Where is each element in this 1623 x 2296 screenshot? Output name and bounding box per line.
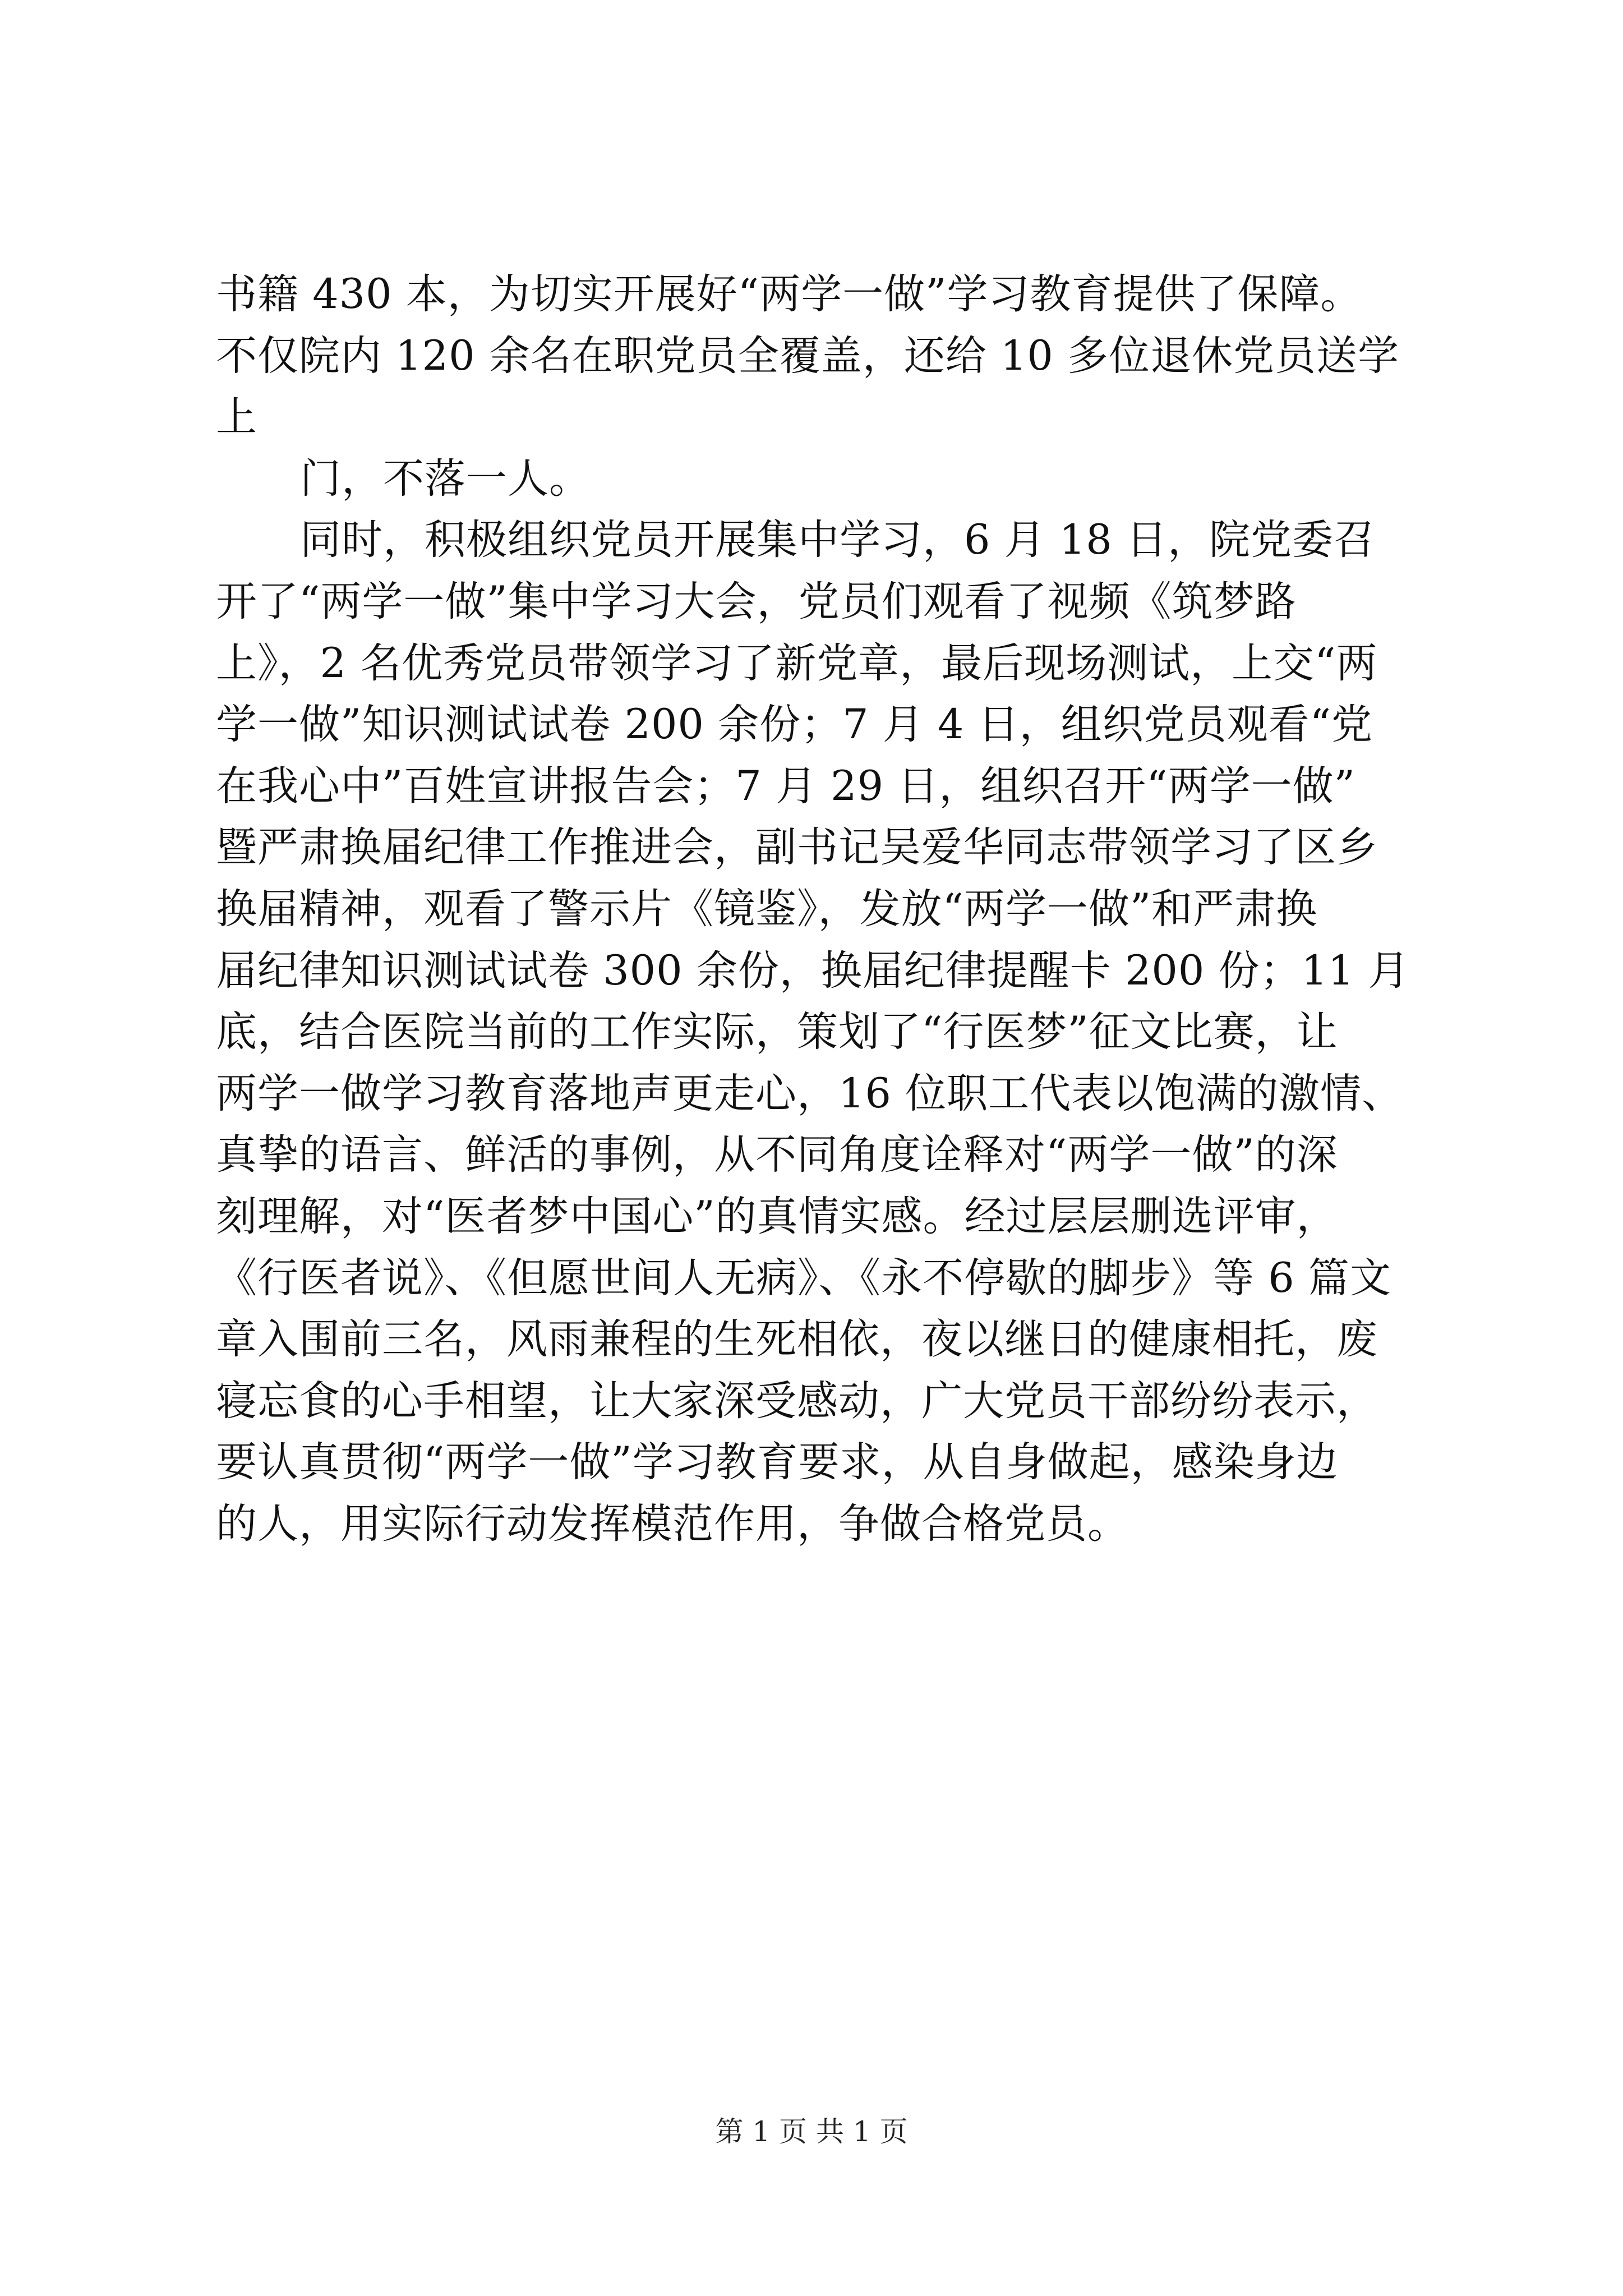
text-line: 开了“两学一做”集中学习大会，党员们观看了视频《筑梦路 bbox=[216, 577, 1297, 625]
text-line: 同时，积极组织党员开展集中学习，6 月 18 日，院党委召 bbox=[300, 516, 1375, 564]
text-line: 门，不落一人。 bbox=[300, 454, 591, 503]
text-line: 在我心中”百姓宣讲报告会；7 月 29 日，组织召开“两学一做” bbox=[216, 762, 1355, 810]
text-line: 学一做”知识测试试卷 200 余份；7 月 4 日，组织党员观看“党 bbox=[216, 701, 1373, 749]
text-line: 要认真贯彻“两学一做”学习教育要求，从自身做起，感染身边 bbox=[216, 1438, 1338, 1487]
text-line: 不仅院内 120 余名在职党员全覆盖，还给 10 多位退休党员送学 bbox=[216, 332, 1400, 380]
text-line: 章入围前三名，风雨兼程的生死相依，夜以继日的健康相托，废 bbox=[216, 1315, 1378, 1364]
text-line: 底，结合医院当前的工作实际，策划了“行医梦”征文比赛，让 bbox=[216, 1008, 1338, 1056]
document-body bbox=[216, 264, 1422, 1554]
text-line: 寝忘食的心手相望，让大家深受感动，广大党员干部纷纷表示， bbox=[216, 1377, 1378, 1425]
text-line: 真挚的语言、鲜活的事例，从不同角度诠释对“两学一做”的深 bbox=[216, 1131, 1338, 1179]
text-line: 书籍 430 本，为切实开展好“两学一做”学习教育提供了保障。 bbox=[216, 270, 1362, 318]
text-line: 换届精神，观看了警示片《镜鉴》，发放“两学一做”和严肃换 bbox=[216, 885, 1318, 933]
page-number-footer: 第 1 页 共 1 页 bbox=[715, 2115, 908, 2148]
text-line: 暨严肃换届纪律工作推进会，副书记吴爱华同志带领学习了区乡 bbox=[216, 823, 1378, 872]
text-line: 《行医者说》、《但愿世间人无病》、《永不停歇的脚步》等 6 篇文 bbox=[216, 1254, 1391, 1302]
text-line: 上》，2 名优秀党员带领学习了新党章，最后现场测试，上交“两 bbox=[216, 639, 1378, 687]
text-line: 两学一做学习教育落地声更走心，16 位职工代表以饱满的激情、 bbox=[216, 1069, 1404, 1117]
text-line: 上 bbox=[216, 393, 257, 441]
text-line: 刻理解，对“医者梦中国心”的真情实感。经过层层删选评审， bbox=[216, 1192, 1338, 1240]
text-line: 届纪律知识测试试卷 300 余份，换届纪律提醒卡 200 份；11 月 bbox=[216, 946, 1410, 995]
text-line: 的人，用实际行动发挥模范作用，争做合格党员。 bbox=[216, 1499, 1129, 1548]
